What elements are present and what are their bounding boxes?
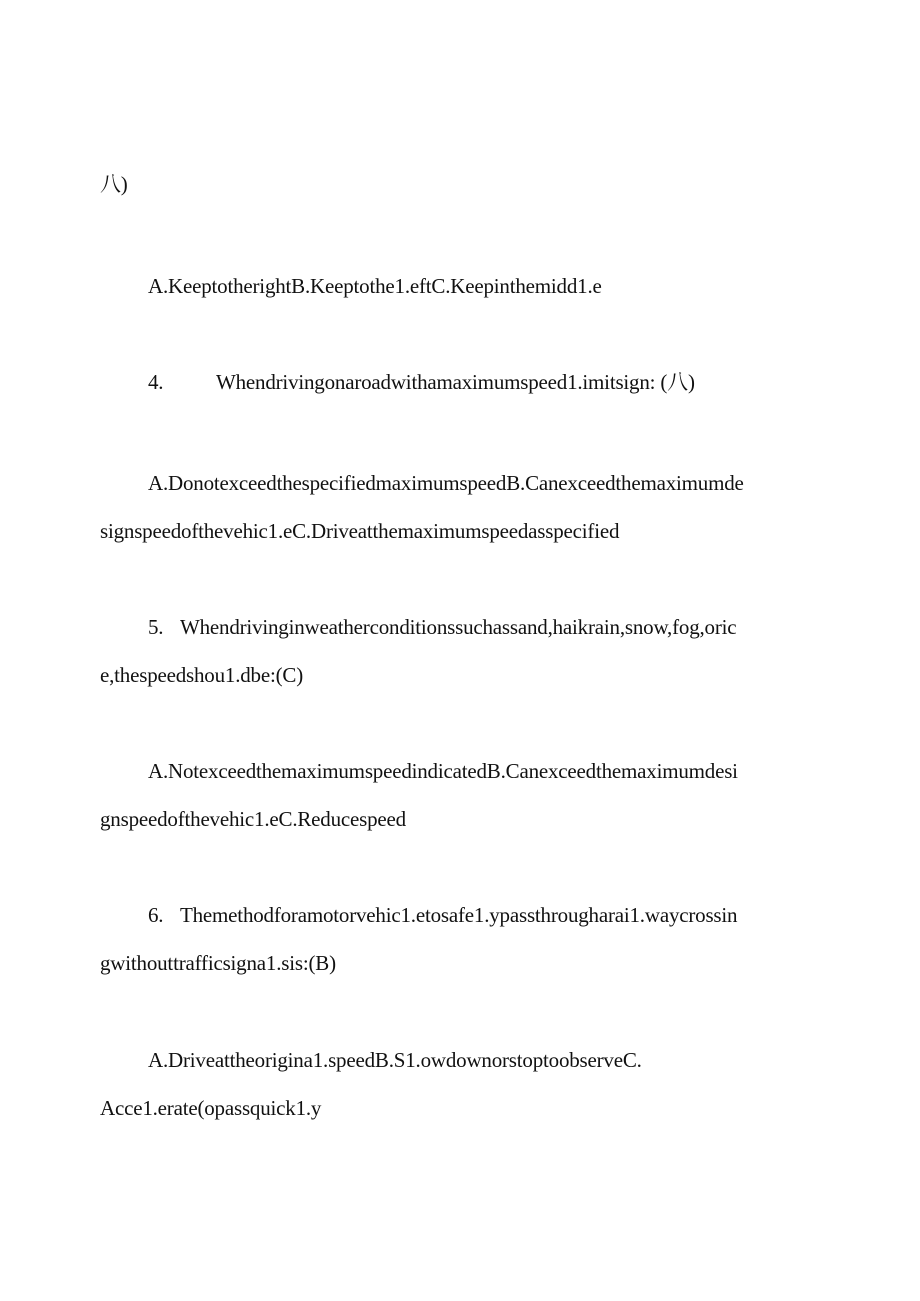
q6-question-line2: gwithouttrafficsigna1.sis:(B)	[100, 951, 336, 975]
q6-number: 6.	[148, 903, 164, 927]
q5-options-line2: gnspeedofthevehic1.eC.Reducespeed	[100, 807, 406, 831]
q5-number: 5.	[148, 615, 164, 639]
q4-options-line1: A.DonotexceedthespecifiedmaximumspeedB.Canexceedthemaximumde	[148, 471, 744, 495]
q4-number: 4.	[148, 370, 164, 394]
q5-question-line2: e,thespeedshou1.dbe:(C)	[100, 663, 304, 687]
q4-options-line2: signspeedofthevehic1.eC.Driveatthemaximumspeedasspecified	[100, 519, 620, 543]
q6-options-line2: Acce1.erate(opassquick1.y	[100, 1096, 322, 1120]
q6-question-text: Themethodforamotorvehic1.etosafe1.ypassthrougharai1.waycrossin	[180, 903, 738, 927]
q6-options-line1: A.Driveattheorigina1.speedB.S1.owdownorstoptoobserveC.	[148, 1048, 642, 1072]
q5-question-text: Whendrivinginweatherconditionssuchassand,haikrain,snow,fog,oric	[180, 615, 737, 639]
q4-question-line	[148, 369, 695, 395]
q5-question-line1	[148, 614, 736, 640]
fragment-answer: 八)	[100, 172, 128, 196]
q5-options-line1: A.NotexceedthemaximumspeedindicatedB.Canexceedthemaximumdesi	[148, 759, 738, 783]
q6-question-line1	[148, 902, 737, 928]
q3-options: A.KeeptotherightB.Keeptothe1.eftC.Keepinthemidd1.e	[148, 274, 602, 298]
q4-question-text: Whendrivingonaroadwithamaximumspeed1.imitsign: (八)	[216, 370, 695, 394]
